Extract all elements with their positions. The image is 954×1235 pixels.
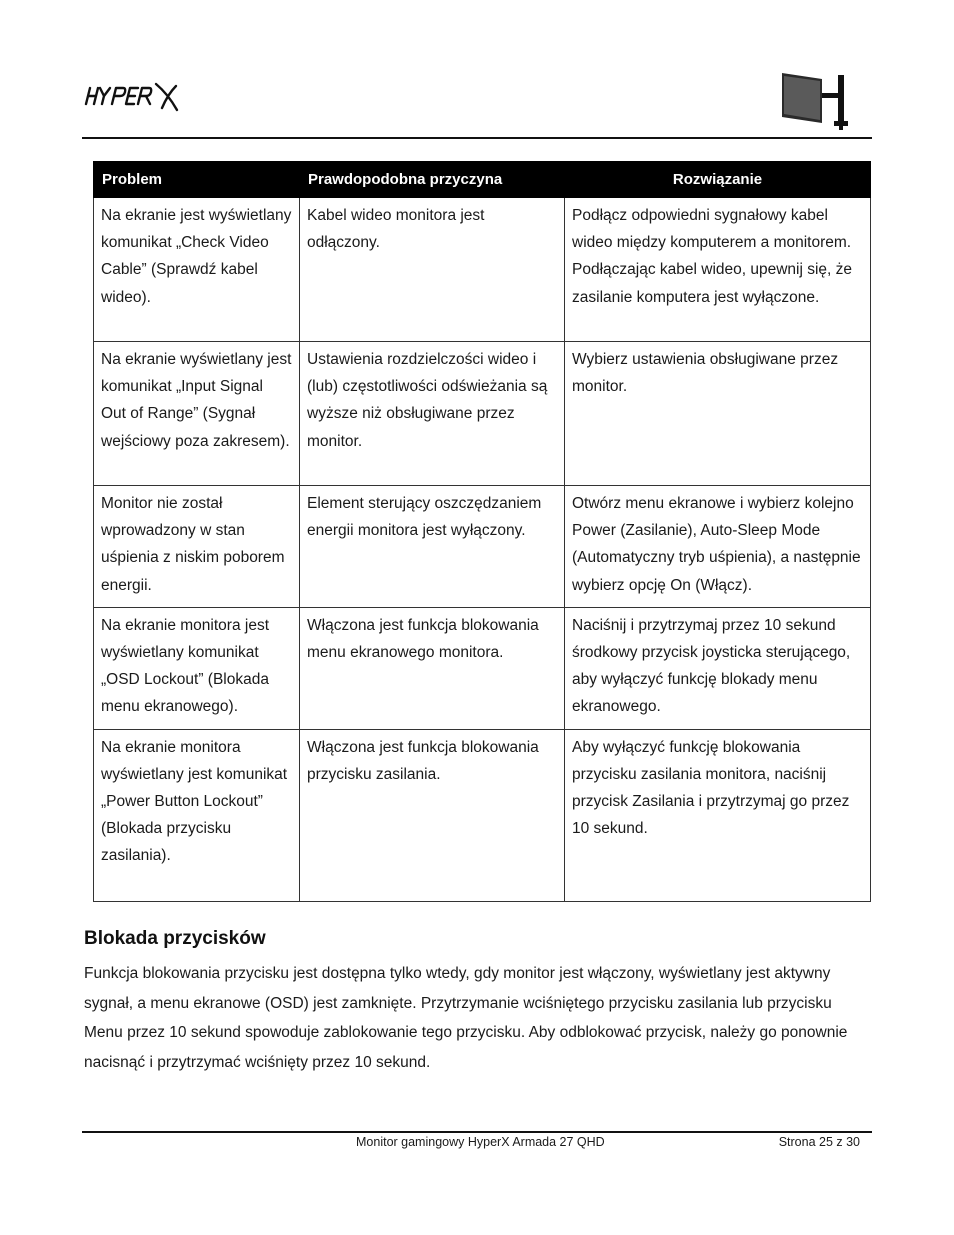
table-row [94, 607, 871, 729]
problem-cell: Na ekranie monitora wyświetlany jest komunikat „Power Button Lockout” (Blokada przycisku zasilania). [94, 729, 300, 901]
button-lockout-section [84, 925, 874, 1077]
hyperx-logo [82, 80, 182, 112]
footer-document-title: Monitor gamingowy HyperX Armada 27 QHD [356, 1135, 605, 1149]
table-row [94, 729, 871, 901]
header-divider [82, 137, 872, 139]
column-header-problem: Problem [94, 162, 300, 198]
cause-cell: Włączona jest funkcja blokowania przycisku zasilania. [300, 729, 565, 901]
column-header-cause: Prawdopodobna przyczyna [300, 162, 565, 198]
problem-cell: Monitor nie został wprowadzony w stan uśpienia z niskim poborem energii. [94, 486, 300, 608]
troubleshooting-table [93, 161, 871, 902]
cause-cell: Ustawienia rozdzielczości wideo i (lub) częstotliwości odświeżania są wyższe niż obsługiwane przez monitor. [300, 342, 565, 486]
solution-cell: Naciśnij i przytrzymaj przez 10 sekund środkowy przycisk joysticka sterującego, aby wyłączyć funkcję blokady menu ekranowego. [565, 607, 871, 729]
cause-cell: Element sterujący oszczędzaniem energii monitora jest wyłączony. [300, 486, 565, 608]
footer-divider [82, 1131, 872, 1133]
solution-cell: Podłącz odpowiedni sygnałowy kabel wideo między komputerem a monitorem. Podłączając kabel wideo, upewnij się, że zasilanie komputera jest wyłączone. [565, 198, 871, 342]
table-row [94, 342, 871, 486]
column-header-solution: Rozwiązanie [565, 162, 871, 198]
problem-cell: Na ekranie monitora jest wyświetlany komunikat „OSD Lockout” (Blokada menu ekranowego). [94, 607, 300, 729]
problem-cell: Na ekranie wyświetlany jest komunikat „Input Signal Out of Range” (Sygnał wejściowy poza zakresem). [94, 342, 300, 486]
solution-cell: Aby wyłączyć funkcję blokowania przycisku zasilania monitora, naciśnij przycisk Zasilania i przytrzymaj go przez 10 sekund. [565, 729, 871, 901]
solution-cell: Otwórz menu ekranowe i wybierz kolejno Power (Zasilanie), Auto-Sleep Mode (Automatyczny tryb uśpienia), a następnie wybierz opcję On (Włącz). [565, 486, 871, 608]
page-header [82, 66, 872, 138]
footer-page-number: Strona 25 z 30 [778, 1135, 860, 1149]
table-row [94, 486, 871, 608]
solution-cell: Wybierz ustawienia obsługiwane przez monitor. [565, 342, 871, 486]
cause-cell: Kabel wideo monitora jest odłączony. [300, 198, 565, 342]
monitor-arm-icon [780, 71, 856, 131]
section-title: Blokada przycisków [84, 928, 266, 949]
table-row [94, 198, 871, 342]
problem-cell: Na ekranie jest wyświetlany komunikat „Check Video Cable” (Sprawdź kabel wideo). [94, 198, 300, 342]
cause-cell: Włączona jest funkcja blokowania menu ekranowego monitora. [300, 607, 565, 729]
table-header-row [94, 162, 871, 198]
section-body: Funkcja blokowania przycisku jest dostępna tylko wtedy, gdy monitor jest włączony, wyświetlany jest aktywny sygnał, a menu ekranowe (OSD) jest zamknięte. Przytrzymanie wciśniętego przycisku zasilania lub przycisku Menu przez 10 sekund spowoduje zablokowanie tego przycisku. Aby odblokować przycisk, należy go ponownie nacisnąć i przytrzymać wciśnięty przez 10 sekund. [84, 965, 848, 1071]
